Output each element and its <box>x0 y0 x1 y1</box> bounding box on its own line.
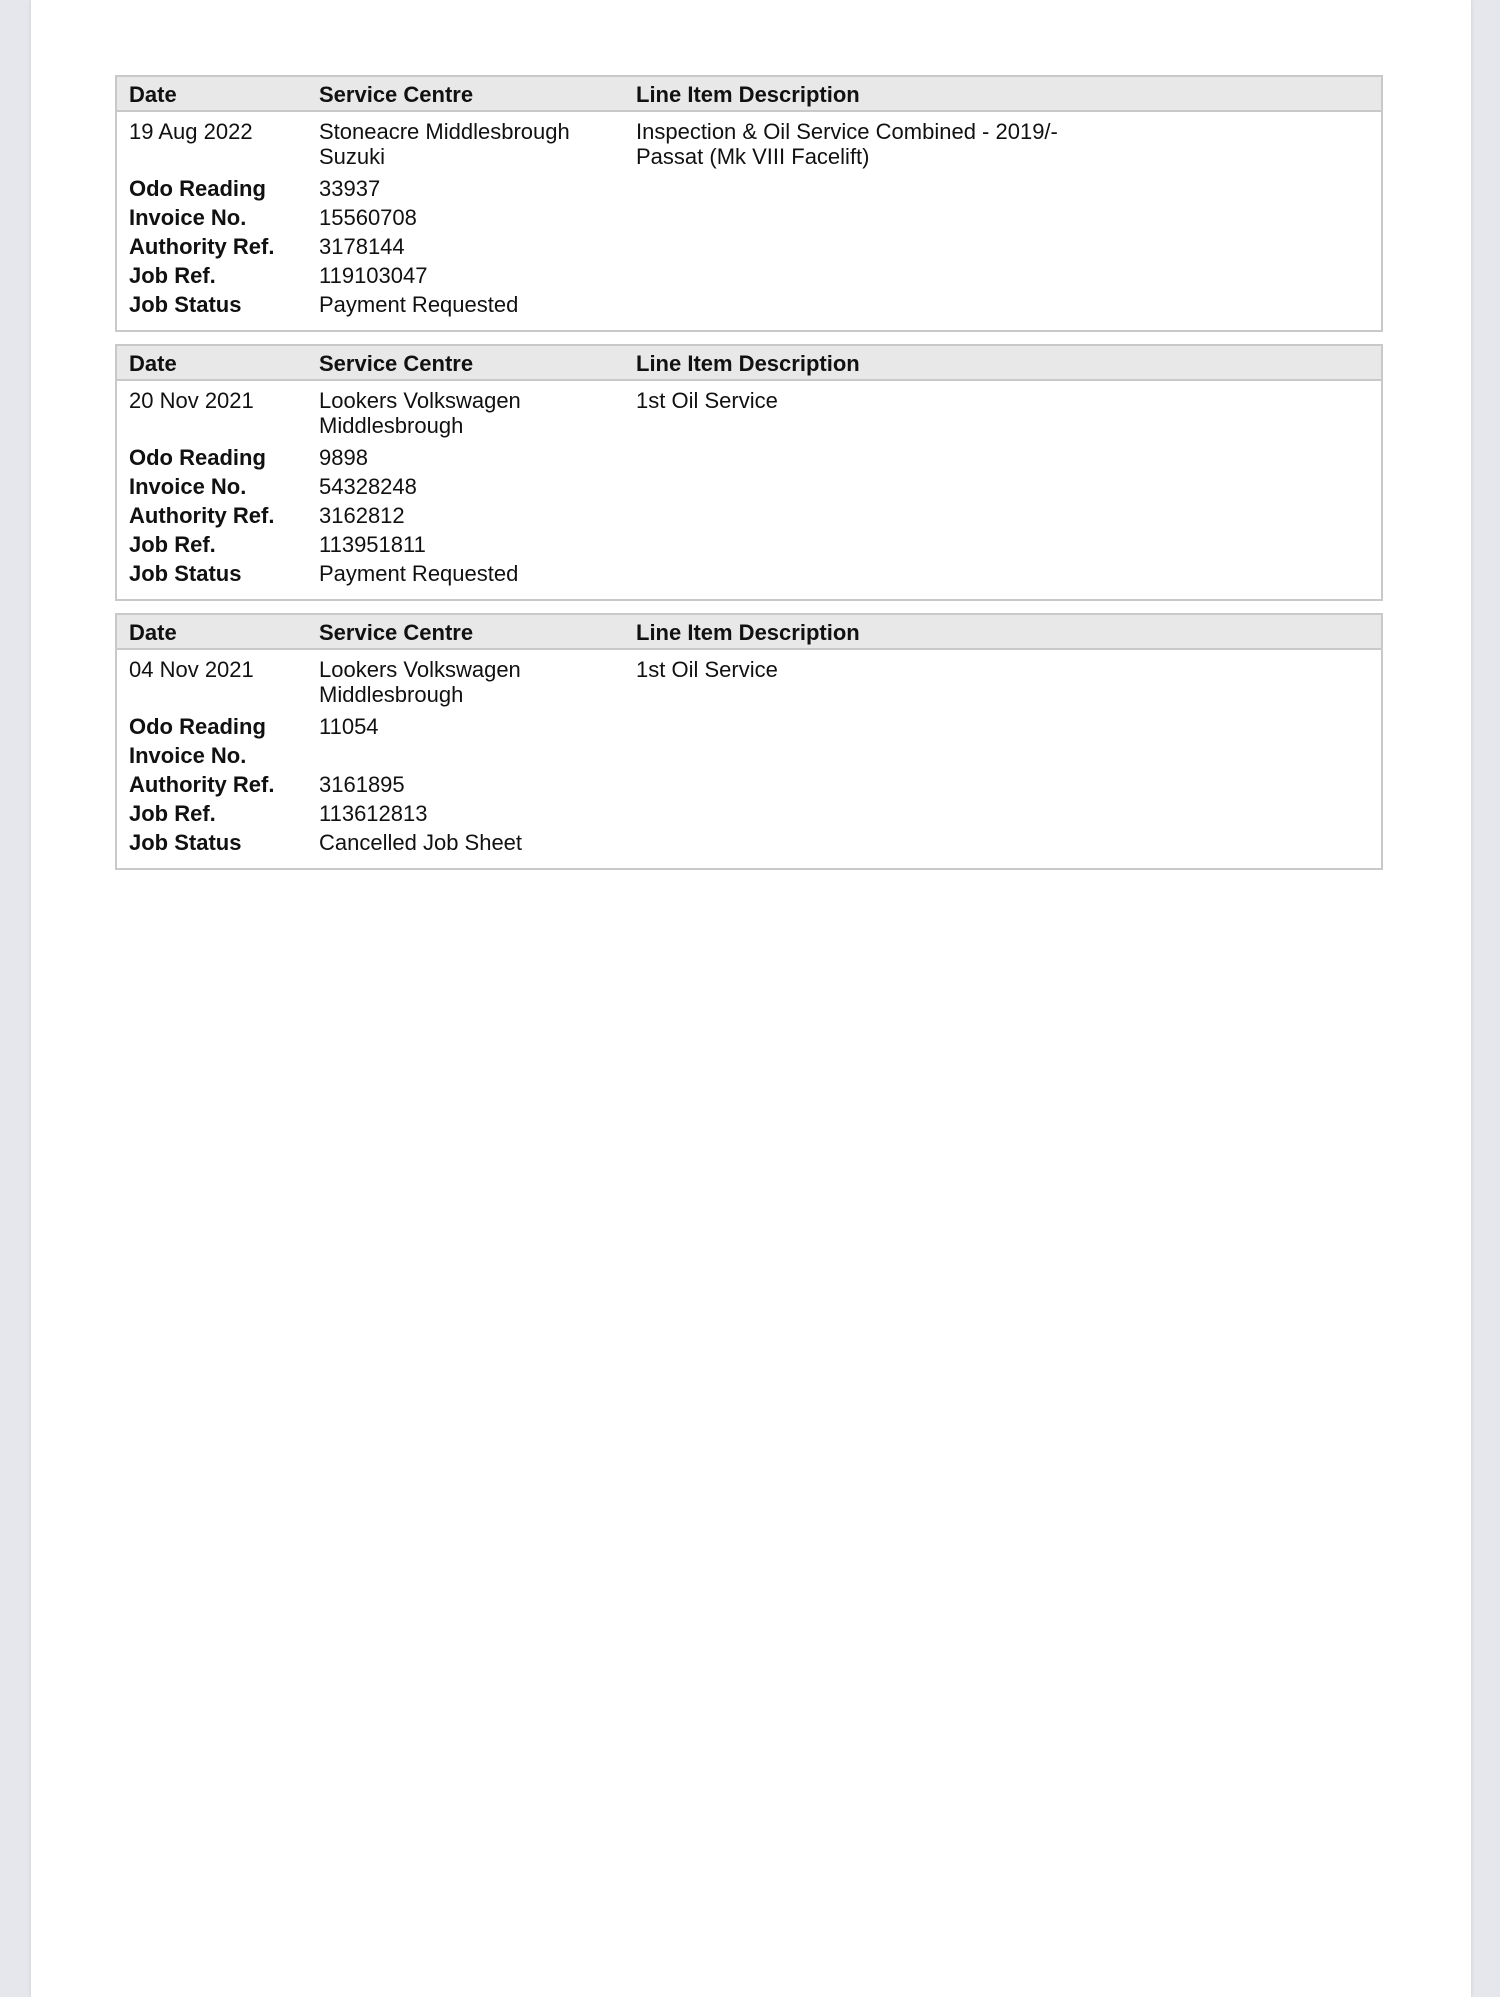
odo-value: 33937 <box>319 176 381 201</box>
authority-label: Authority Ref. <box>129 234 275 259</box>
invoice-value: 15560708 <box>319 205 417 230</box>
description-line1: 1st Oil Service <box>636 657 778 682</box>
job-status-value: Payment Requested <box>319 561 519 586</box>
odo-label: Odo Reading <box>129 714 266 739</box>
record-date: 20 Nov 2021 <box>129 388 254 413</box>
invoice-label: Invoice No. <box>129 743 247 768</box>
authority-value: 3178144 <box>319 234 405 259</box>
service-centre-line2: Middlesbrough <box>319 413 464 438</box>
odo-value: 11054 <box>319 714 379 739</box>
authority-value: 3162812 <box>319 503 405 528</box>
record-date: 19 Aug 2022 <box>129 119 253 144</box>
job-ref-label: Job Ref. <box>129 801 216 826</box>
authority-value: 3161895 <box>319 772 405 797</box>
record-header <box>117 346 1381 381</box>
job-status-label: Job Status <box>129 830 242 855</box>
invoice-label: Invoice No. <box>129 474 247 499</box>
description-header: Line Item Description <box>636 620 860 645</box>
job-status-value: Cancelled Job Sheet <box>319 830 523 855</box>
service-centre-line1: Lookers Volkswagen <box>319 657 521 682</box>
authority-label: Authority Ref. <box>129 503 275 528</box>
authority-label: Authority Ref. <box>129 772 275 797</box>
service-centre-line2: Suzuki <box>319 144 386 169</box>
description-line1: Inspection & Oil Service Combined - 2019/- <box>636 119 1058 144</box>
odo-value: 9898 <box>319 445 368 470</box>
record-date: 04 Nov 2021 <box>129 657 254 682</box>
odo-label: Odo Reading <box>129 445 266 470</box>
job-ref-value: 119103047 <box>319 263 428 288</box>
description-line1: 1st Oil Service <box>636 388 778 413</box>
description-header: Line Item Description <box>636 82 860 107</box>
odo-label: Odo Reading <box>129 176 266 201</box>
service-centre-header: Service Centre <box>319 351 474 376</box>
record-header <box>117 77 1381 112</box>
service-centre-header: Service Centre <box>319 82 474 107</box>
invoice-label: Invoice No. <box>129 205 247 230</box>
job-ref-label: Job Ref. <box>129 532 216 557</box>
job-ref-value: 113612813 <box>319 801 428 826</box>
job-status-label: Job Status <box>129 561 242 586</box>
service-record <box>115 613 1383 870</box>
date-header: Date <box>129 620 177 645</box>
service-centre-line1: Lookers Volkswagen <box>319 388 521 413</box>
service-centre-line2: Middlesbrough <box>319 682 464 707</box>
job-status-value: Payment Requested <box>319 292 519 317</box>
service-centre-header: Service Centre <box>319 620 474 645</box>
job-ref-label: Job Ref. <box>129 263 216 288</box>
description-line2: Passat (Mk VIII Facelift) <box>636 144 870 169</box>
document-page <box>31 0 1471 1997</box>
invoice-value: 54328248 <box>319 474 417 499</box>
description-header: Line Item Description <box>636 351 860 376</box>
service-centre-line1: Stoneacre Middlesbrough <box>319 119 570 144</box>
date-header: Date <box>129 82 177 107</box>
record-header <box>117 615 1381 650</box>
job-status-label: Job Status <box>129 292 242 317</box>
service-record <box>115 75 1383 332</box>
service-record <box>115 344 1383 601</box>
job-ref-value: 113951811 <box>319 532 426 557</box>
date-header: Date <box>129 351 177 376</box>
